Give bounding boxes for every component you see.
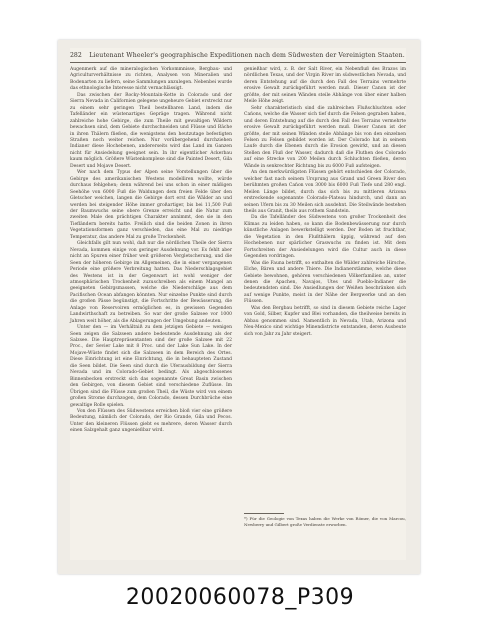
paragraph: Augenmerk auf die mineralogischen Vorkommnisse, Bergbau- und Agriculturverhältnisse zu richten, Analysen von Mineralien und Bodenarten zu liefern, seine Sammlungen anzulegen. Nebenbei wurde das ethnologische Interesse nicht vernachlässigt. — [70, 67, 232, 92]
page-number: 282 — [70, 51, 82, 59]
header-rule — [70, 62, 406, 63]
paragraph: Von den Flüssen des Südwestens erreichen bloß vier eine größere Bedeutung, nämlich der Colorado, der Rio Grande, Gila und Pecos. Unter den kleineren Flüssen giebt es mehrere, deren Wasser durch einen Salzgehalt ganz ungenießbar wird. — [70, 409, 232, 434]
running-head: Lieutenant Wheeler's geographische Expeditionen nach dem Südwesten der Vereinigten Staaten. — [89, 51, 405, 59]
footnote: *) Für die Geologie von Texas haben die Werke von Römer, die von Marcou, Newberry und Gilbert große Verdienste erworben. — [244, 516, 406, 527]
paragraph: Was den Bergbau betrifft, so sind in diesem Gebiete reiche Lager von Gold, Silber, Kupfer und Blei vorhanden, die theilweise bereits in Abbau genommen sind. Namentlich in Nevada, Utah, Arizona und Neu-Mexico sind wichtige Minendistricte entstanden, deren Ausbeute sich von Jahr zu Jahr steigert. — [244, 305, 406, 337]
book-page — [70, 48, 406, 560]
paragraph: Wer nach dem Typus der Alpen seine Vorstellungen über die Gebirge des amerikanischen Westens modelliren wollte, würde durchaus fehlgehen; denn während bei uns schon in einer mäßigen Seehöhe von 6000 Fuß die Waldungen dem freien Felde über den Gletscher weichen, langen die Gebirge dort erst die Wälder an und werden bei steigender Höhe immer großartiger, bis bei 11,500 Fuß der Baumwuchs seine obere Grenze erreicht und die Natur zum zweiten Male den prächtigen Charakter annimmt, den sie in den Tiefländern bereits hatte. Freilich sind die beiden Zonen in ihren Vegetationsformen ganz verschieden, das eine Mal zu niedrige Temperatur, das andere Mal zu große Trockenheit. — [70, 170, 232, 240]
image-caption: 20020060078_P309 — [125, 585, 355, 610]
left-column — [70, 67, 232, 435]
paragraph: An den merkwürdigsten Flüssen gehört entschieden der Colorado, welcher fast nach seinem Ursprung aus Grand und Green River den berühmten großen Cañon von 3000 bis 6000 Fuß Tiefe und 280 engl. Meilen Länge bildet, durch das sich bis zu mittleren Arizona erstreckende sogenannte Colorado-Plateau hindurch, und dann an seinen Ufern bis zu 30 Meilen sich ausdehnt. Die Steilwände bestehen theils aus Granit, theils aus rothem Sandstein. — [244, 170, 406, 214]
right-column — [244, 67, 406, 338]
paragraph: Unter den — im Verhältniß zu dem jetzigen Gebiete — wenigen Seen zeigen die Salzseen andere bedeutende Ausdehnung als der Salzsee. Die Hauptrepräsentanten sind der große Salzsee mit 22 Proc., der Sevier Lake mit 8 Proc. und der Lake Sun Lake. In der Mojave-Wüste findet sich die Salzseen in dem Bereich des Ortes. Diese Einrichtung ist eine Einrichtung, die in behaupteten Zustand die Seen bildet. Die Seen sind durch die Uferausbildung der Sierra Nevada und im Colorado-Gebiet bedingt. Als abgeschlossenes Binnenbecken erstreckt sich das sogenannte Great Basin zwischen den Gebirgen, von diesem Gebiet sind verschiedene Zuflüsse. Im Übrigen sind die Flüsse zum großen Theil, die Wüste wird von einem großen Strome durchzogen, dem Colorado, dessen Durchbrüche eine gewaltige Rolle spielen. — [70, 325, 232, 408]
footnote-rule — [244, 513, 284, 514]
paragraph: genießbar wird, z. B. der Salt River, ein Nebenfluß des Brazos im nördlichen Texas, und der Virgin River im südwestlichen Nevada, und deren Entstehung auf die durch den Fall des Terrains vermehrte erosive Gewalt zurückgeführt werden muß. Dieser Canon ist der größte, der mit seinen Wänden steile Abhänge von über einer halben Meile Höhe zeigt. — [244, 67, 406, 105]
paragraph: Da die Tafelländer des Südwestens von großer Trockenheit des Klimas zu leiden haben, so kann die Bodenbewässerung nur durch künstliche Anlagen bewerkstelligt werden. Der Boden ist fruchtbar, die Vegetation in den Flußthälern üppig, während auf den Hochebenen nur spärlicher Graswuchs zu finden ist. Mit dem Fortschreiten der Ansiedelungen wird die Cultur auch in diese Gegenden vordringen. — [244, 215, 406, 260]
paragraph: Das zwischen der Rocky-Mountain-Kette in Colorado und der Sierra Nevada in Californien gelegene ungeheure Gebiet erstreckt nur zu einem sehr geringen Theil bestellbaren Land, indem die Tafelländer ein wüstenartiges Gepräge tragen. Während nicht zahlreiche hohe Gebirge, die zum Theile mit gewaltigen Wäldern bewachsen sind, dem Gebiete durchschneiden und Flüsse und Bäche in ihren Thälern fließen, die wenigstens den heutzutage befestigten Straßen noch weiter reichen. Nur vorübergehend durchziehen Indianer diese Hochebenen, andererseits wird das Land im Ganzen nicht für Ansiedelung geeignet sein. In ihr eigentlicher Ackerbau kaum möglich. Größere Wüstenkomplexe sind die Painted Desert, Gila Desert und Mojave Desert. — [70, 92, 232, 169]
paragraph: Was die Fauna betrifft, so enthalten die Wälder zahlreiche Hirsche, Elche, Bären und andere Thiere. Die Indianerstämme, welche diese Gebiete bewohnen, gehören verschiedenen Völkerfamilien an, unter denen die Apachen, Navajos, Utes und Pueblo-Indianer die bedeutendsten sind. Die Ansiedlungen der Weißen beschränken sich auf wenige Punkte, meist in der Nähe der Bergwerke und an den Flüssen. — [244, 260, 406, 305]
paragraph: Gleichfalls gilt nun wohl, daß nur die nördlichen Theile der Sierra Nevada, kommen einige von geringer Ausdehnung vor. Es fehlt aber nicht an Spuren einer früher weit größeren Vergletscherung, und die Seen der höheren Gebirge im Allgemeinen, die in einer vergangenen Periode eine größere Verbreitung hatten. Das Niederschlagsgebiet des Westens ist in der Gegenwart ist wohl weniger der atmosphärischen Trockenheit zuzuschreiben als einem Mangel an geeigneten Gebirgsmassen, welche die Niederschläge aus dem Pacifischen Ocean abfangen könnten. Nur einzelne Punkte sind durch die großen Pässe begünstigt, die Fortschritte der Bewässerung, die Anlage von Reservoiren ermöglichen es, in gewissen Gegenden Landwirthschaft zu betreiben. So war der große Salzsee vor 1000 Jahren weit höher, als die Ablagerungen der Umgebung andeuten. — [70, 241, 232, 324]
paragraph: Sehr charakteristisch sind die zahlreichen Flußschluchten oder Cañons, welche die Wasser sich tief durch die Felsen gegraben haben, und deren Entstehung auf die durch den Fall des Terrains vermehrte erosive Gewalt zurückgeführt werden muß. Dieser Canon ist der größte, der mit seinen Wänden steile Abhänge bis von den einzelnen Felsen zu Felsen gebildet worden ist. Der Colorado hat in seinem Laufe durch die Ebenen durch die Erosion gewirkt, und an diesen Stellen den Fluß der Wasser, dadurch daß die Fluthen des Colorado auf eine Strecke von 200 Meilen durch Schluchten fließen, deren Wände in senkrechter Richtung bis zu 6000 Fuß aufsteigen. — [244, 105, 406, 169]
page-header — [70, 48, 406, 62]
